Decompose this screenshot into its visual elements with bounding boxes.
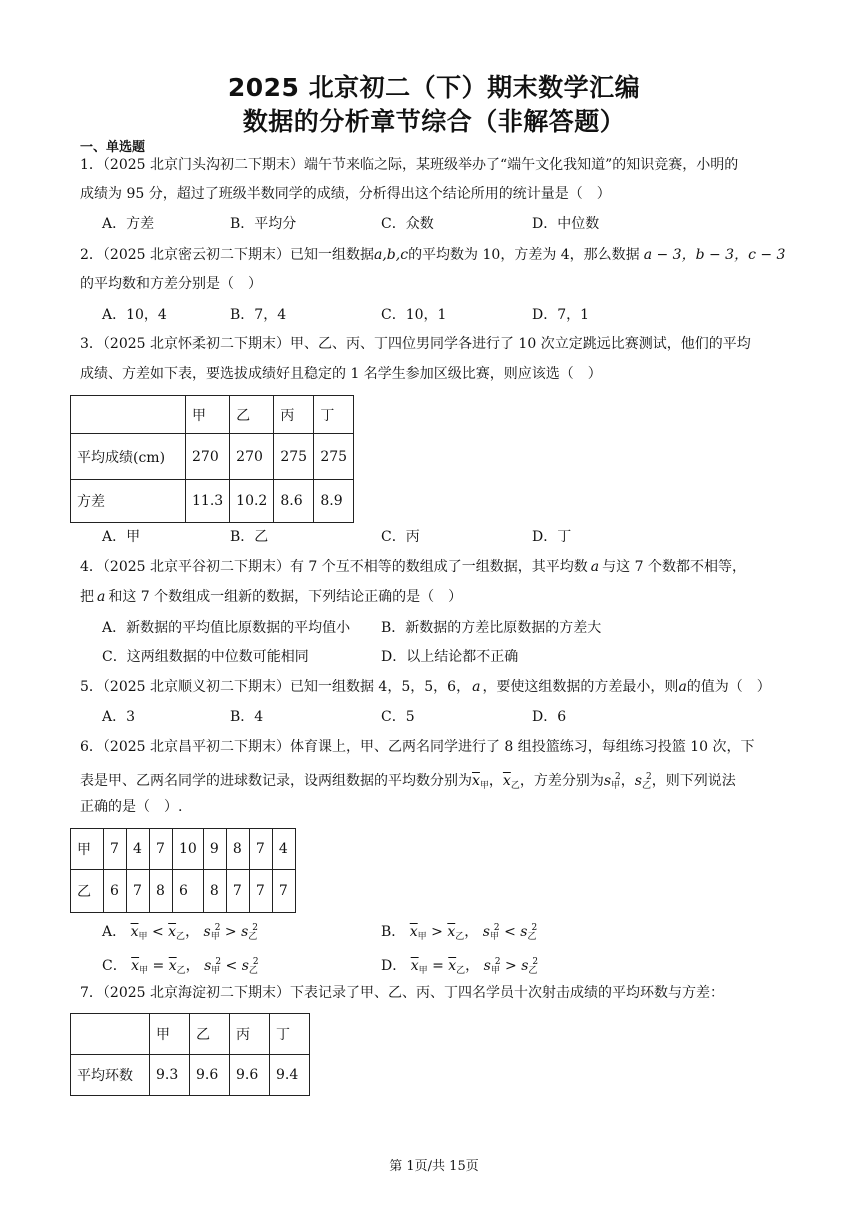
q6-s-sup-yi: 2: [645, 772, 652, 782]
sup: 2: [252, 957, 259, 967]
table-cell: 丙: [230, 1014, 270, 1055]
table-cell: 8.6: [274, 480, 314, 523]
q5-option-b[interactable]: B．4: [230, 709, 264, 725]
op: <: [225, 958, 238, 974]
comma: ，: [185, 958, 200, 974]
table-cell: 9.4: [270, 1055, 310, 1096]
q6-sub-jia: 甲: [479, 781, 489, 791]
table-cell: 乙: [190, 1014, 230, 1055]
q4-text-a: 4．（2025 北京平谷初二下期末）有 7 个互不相等的数组成了一组数据，其平均数: [80, 559, 588, 575]
q6-text-a: 表是甲、乙两名同学的进球数记录，设两组数据的平均数分别为: [80, 773, 472, 789]
q1-line-1: 1．（2025 北京门头沟初二下期末）端午节来临之际，某班级举办了“端午文化我知道”的知识竞赛，小明的: [80, 157, 739, 173]
s: s: [482, 924, 490, 940]
op: >: [224, 924, 237, 940]
table-row: [71, 1055, 310, 1096]
table-cell: 4: [127, 829, 150, 870]
q3-line-2: 成绩、方差如下表，要选拔成绩好且稳定的 1 名学生参加区级比赛，则应该选（ ）: [80, 366, 602, 382]
table-cell: 9.6: [230, 1055, 270, 1096]
xbar: $\overline{x}$: [130, 924, 139, 940]
q6-s-yi: s: [634, 773, 642, 789]
sup: 2: [532, 957, 539, 967]
q5-option-c[interactable]: C．5: [381, 709, 415, 725]
q4-text-d: 和这 7 个数组成一组新的数据，下列结论正确的是（ ）: [108, 589, 463, 605]
op: =: [152, 958, 165, 974]
comma: ，: [464, 924, 479, 940]
q4-var-a: a: [590, 559, 600, 575]
sup: 2: [214, 923, 221, 933]
xbar: $\overline{x}$: [131, 958, 140, 974]
sub: 乙: [455, 932, 465, 942]
table-cell: 平均成绩(cm): [71, 434, 186, 480]
sub: 乙: [176, 932, 186, 942]
q4-option-d[interactable]: D．以上结论都不正确: [381, 649, 519, 665]
sub: 甲: [418, 966, 428, 976]
q1-option-b[interactable]: B．平均分: [230, 216, 297, 232]
q6-xbar-jia: $\overline{x}$: [472, 773, 480, 789]
table-cell: 9.6: [190, 1055, 230, 1096]
q6-table: [70, 828, 296, 913]
table-row: [71, 434, 354, 480]
q4-option-b[interactable]: B．新数据的方差比原数据的方差大: [381, 620, 602, 636]
q6-comma-2: ，: [620, 773, 635, 789]
op: >: [505, 958, 517, 974]
q6-option-a-label: A．: [102, 924, 127, 940]
q4-option-a[interactable]: A．新数据的平均值比原数据的平均值小: [102, 620, 351, 636]
q4-line-1: [80, 557, 746, 577]
sub: 甲: [210, 932, 220, 942]
q6-s-jia: s: [603, 773, 612, 789]
q5-text-c: 的值为（ ）: [686, 679, 771, 695]
q3-option-c[interactable]: C．丙: [381, 529, 420, 545]
q6-option-d-label: D．: [381, 958, 407, 974]
table-cell: [71, 1014, 150, 1055]
section-title: 一、单选题: [80, 140, 146, 155]
table-cell: [71, 396, 186, 434]
q1-option-a[interactable]: A．方差: [102, 216, 155, 232]
table-cell: 11.3: [186, 480, 230, 523]
table-cell: 7: [249, 829, 272, 870]
table-cell: 7: [150, 829, 173, 870]
sub: 乙: [248, 932, 258, 942]
q2-option-c[interactable]: C．10，1: [381, 307, 447, 323]
table-cell: 270: [186, 434, 230, 480]
table-cell: 甲: [71, 829, 104, 870]
sub: 甲: [490, 966, 500, 976]
q1-line-2: 成绩为 95 分，超过了班级半数同学的成绩，分析得出这个结论所用的统计量是（ ）: [80, 186, 611, 202]
table-cell: 8: [150, 870, 173, 913]
q6-line-1: 6．（2025 北京昌平初二下期末）体育课上，甲、乙两名同学进行了 8 组投篮练习，每组练习投篮 10 次，下: [80, 739, 755, 755]
q6-text-b: ，方差分别为: [519, 773, 604, 789]
table-cell: 甲: [150, 1014, 190, 1055]
xbar: $\overline{x}$: [409, 924, 418, 940]
q6-comma: ，: [488, 773, 503, 789]
q4-text-b: 与这 7 个数都不相等，: [602, 559, 746, 575]
s: s: [483, 958, 491, 974]
table-cell: 7: [249, 870, 272, 913]
q6-option-b-label: B．: [381, 924, 406, 940]
table-cell: 7: [226, 870, 249, 913]
table-cell: 丁: [270, 1014, 310, 1055]
q3-line-1: 3．（2025 北京怀柔初二下期末）甲、乙、丙、丁四位男同学各进行了 10 次立定跳远比赛测试，他们的平均: [80, 336, 751, 352]
table-cell: 平均环数: [71, 1055, 150, 1096]
table-row: [71, 829, 296, 870]
sup: 2: [531, 923, 538, 933]
q5-line-1: [80, 677, 771, 697]
table-cell: 8: [226, 829, 249, 870]
s: s: [204, 958, 212, 974]
table-row: [71, 870, 296, 913]
q3-option-b[interactable]: B．乙: [230, 529, 269, 545]
q3-option-d[interactable]: D．丁: [532, 529, 572, 545]
table-cell: 270: [230, 434, 274, 480]
page-footer: 第 1页/共 15页: [389, 1159, 479, 1174]
table-cell: 乙: [230, 396, 274, 434]
xbar: $\overline{x}$: [168, 958, 177, 974]
comma: ，: [185, 924, 200, 940]
q6-xbar-yi: $\overline{x}$: [502, 773, 511, 789]
sup: 2: [494, 957, 501, 967]
table-cell: 9: [203, 829, 226, 870]
q5-text-b: ，要使这组数据的方差最小，则: [482, 679, 679, 695]
q6-option-c[interactable]: [102, 952, 259, 981]
q6-option-b[interactable]: [381, 918, 537, 947]
q7-line-1: 7．（2025 北京海淀初二下期末）下表记录了甲、乙、丙、丁四名学员十次射击成绩的平均环数与方差：: [80, 985, 724, 1001]
q2-option-b[interactable]: B．7，4: [230, 307, 287, 323]
q1-option-c[interactable]: C．众数: [381, 216, 434, 232]
sub: 甲: [489, 932, 499, 942]
sub: 乙: [527, 932, 537, 942]
sub: 甲: [138, 932, 148, 942]
q2-option-a[interactable]: A．10，4: [102, 307, 167, 323]
q6-option-c-label: C．: [102, 958, 127, 974]
xbar: $\overline{x}$: [447, 924, 456, 940]
table-cell: 275: [274, 434, 314, 480]
q2-text-a: 2．（2025 北京密云初二下期末）已知一组数据: [80, 247, 374, 263]
q1-option-d[interactable]: D．中位数: [532, 216, 600, 232]
sup: 2: [252, 923, 259, 933]
table-cell: 6: [173, 870, 204, 913]
q2-var-abc: a,b,c: [374, 247, 409, 263]
s: s: [520, 924, 528, 940]
table-cell: 方差: [71, 480, 186, 523]
q3-table: [70, 395, 354, 523]
op: <: [504, 924, 516, 940]
q2-line-1: [80, 245, 785, 265]
q7-table: [70, 1013, 310, 1096]
q6-line-3: 正确的是（ ）.: [80, 799, 183, 815]
s: s: [241, 924, 249, 940]
table-cell: 8.9: [314, 480, 354, 523]
sub: 甲: [417, 932, 427, 942]
sub: 乙: [248, 966, 258, 976]
q2-expr: a − 3，b − 3，c − 3: [643, 247, 786, 263]
q6-text-c: ，则下列说法: [651, 773, 736, 789]
s: s: [203, 924, 211, 940]
table-cell: 甲: [186, 396, 230, 434]
q5-option-a[interactable]: A．3: [102, 709, 136, 725]
table-cell: 9.3: [150, 1055, 190, 1096]
q6-s-sub-jia: 甲: [611, 781, 621, 791]
q4-line-2: [80, 587, 462, 607]
table-cell: 7: [104, 829, 127, 870]
q6-option-a[interactable]: [102, 918, 258, 947]
sub: 乙: [528, 966, 538, 976]
table-cell: 7: [127, 870, 150, 913]
q4-var-a-2: a: [97, 589, 106, 605]
sub: 乙: [176, 966, 186, 976]
table-cell: 275: [314, 434, 354, 480]
xbar: $\overline{x}$: [448, 958, 457, 974]
op: =: [432, 958, 444, 974]
table-cell: 丁: [314, 396, 354, 434]
table-cell: 丙: [274, 396, 314, 434]
q5-var-a: a: [472, 679, 481, 695]
q6-line-2: [80, 767, 736, 796]
sub: 乙: [456, 966, 466, 976]
q6-s-sub-yi: 乙: [641, 781, 651, 791]
table-row: [71, 396, 354, 434]
q4-text-c: 把: [80, 589, 94, 605]
q6-sub-yi: 乙: [510, 781, 520, 791]
op: <: [151, 924, 164, 940]
q2-line-2: 的平均数和方差分别是（ ）: [80, 276, 262, 292]
q5-var-a-2: a: [678, 679, 687, 695]
table-cell: 7: [272, 870, 295, 913]
sup: 2: [493, 923, 500, 933]
title-line-1: 2025 北京初二（下）期末数学汇编: [227, 73, 641, 102]
table-cell: 10: [173, 829, 204, 870]
comma: ，: [465, 958, 480, 974]
table-cell: 4: [272, 829, 295, 870]
table-cell: 6: [104, 870, 127, 913]
xbar: $\overline{x}$: [168, 924, 177, 940]
q5-text-a: 5．（2025 北京顺义初二下期末）已知一组数据 4，5，5，6，: [80, 679, 471, 695]
sub: 甲: [139, 966, 149, 976]
table-row: [71, 1014, 310, 1055]
sup: 2: [215, 957, 222, 967]
op: >: [431, 924, 443, 940]
s: s: [241, 958, 249, 974]
q4-option-c[interactable]: C．这两组数据的中位数可能相同: [102, 649, 309, 665]
q2-text-b: 的平均数为 10，方差为 4，那么数据: [408, 247, 640, 263]
table-cell: 10.2: [230, 480, 274, 523]
sub: 甲: [211, 966, 221, 976]
xbar: $\overline{x}$: [410, 958, 419, 974]
title-line-2: 数据的分析章节综合（非解答题）: [242, 107, 626, 136]
table-row: [71, 480, 354, 523]
q6-s-sup-jia: 2: [615, 772, 621, 782]
q2-option-d[interactable]: D．7，1: [532, 307, 590, 323]
s: s: [521, 958, 529, 974]
q6-option-d[interactable]: [381, 952, 538, 981]
table-cell: 乙: [71, 870, 104, 913]
q3-option-a[interactable]: A．甲: [102, 529, 141, 545]
q5-option-d[interactable]: D．6: [532, 709, 567, 725]
table-cell: 8: [203, 870, 226, 913]
